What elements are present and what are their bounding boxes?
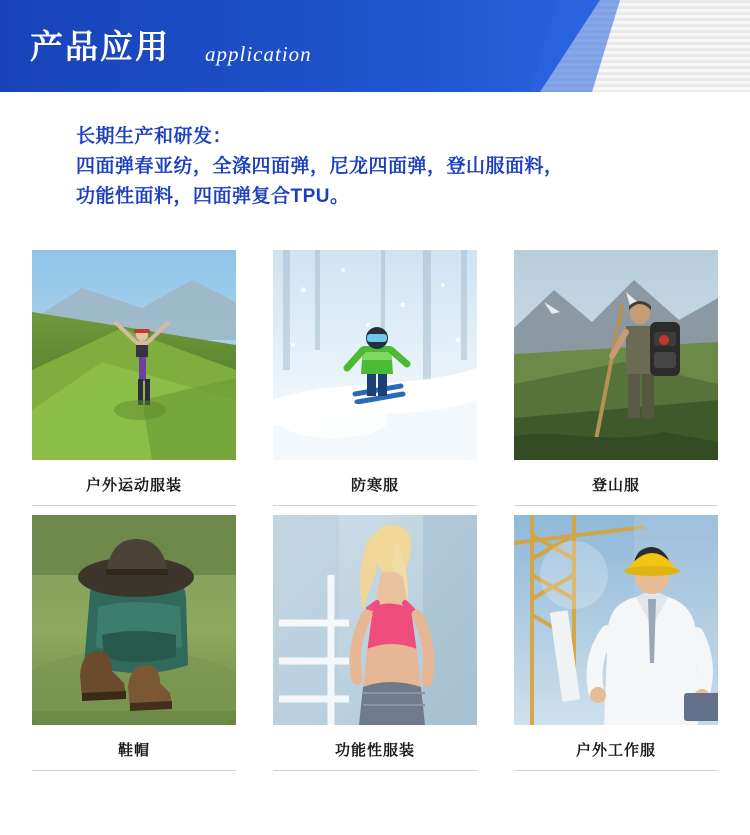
page-subtitle: application: [205, 42, 312, 66]
application-grid: [0, 250, 750, 780]
application-caption: 鞋帽: [117, 742, 150, 759]
caption-divider: [514, 505, 718, 506]
application-item[interactable]: [273, 250, 477, 506]
grid-row: [0, 515, 750, 771]
application-item[interactable]: [514, 250, 718, 506]
backpacker-with-trekking-pole-photo: [514, 250, 718, 460]
application-caption: 户外运动服装: [85, 477, 182, 494]
construction-worker-with-helmet-photo: [514, 515, 718, 725]
caption-divider: [273, 505, 477, 506]
hiker-on-green-mountain-photo: [32, 250, 236, 460]
grid-row: [0, 250, 750, 506]
application-item[interactable]: [273, 515, 477, 771]
backpack-hat-and-boots-photo: [32, 515, 236, 725]
page-header-banner: [0, 0, 750, 92]
page-title: 产品应用: [30, 28, 170, 65]
intro-line-1: 长期生产和研发：: [76, 126, 233, 147]
application-item[interactable]: [32, 250, 236, 506]
application-caption: 功能性服装: [334, 742, 415, 759]
woman-in-sports-bra-photo: [273, 515, 477, 725]
caption-divider: [514, 770, 718, 771]
application-item[interactable]: [514, 515, 718, 771]
application-item[interactable]: [32, 515, 236, 771]
caption-divider: [32, 770, 236, 771]
child-skiing-in-snow-photo: [273, 250, 477, 460]
caption-divider: [32, 505, 236, 506]
intro-line-3: 功能性面料，四面弹复合TPU。: [76, 186, 350, 207]
intro-text: [76, 122, 564, 212]
intro-line-2: 四面弹春亚纺，全涤四面弹，尼龙四面弹，登山服面料，: [76, 156, 564, 177]
caption-divider: [273, 770, 477, 771]
application-caption: 防寒服: [350, 477, 399, 494]
application-caption: 登山服: [591, 477, 640, 494]
application-caption: 户外工作服: [575, 742, 656, 759]
